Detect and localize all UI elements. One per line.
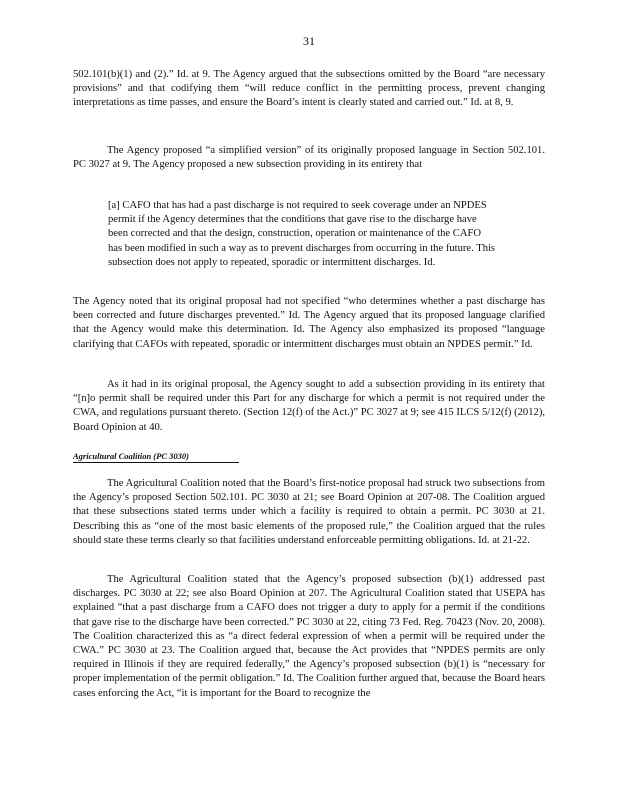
block-quote	[108, 199, 496, 270]
paragraph-text: The Agency proposed “a simplified version” of its originally proposed language in Section 502.101. PC 3027 at 9. The Agency proposed a new subsection providing in its entirety that	[73, 145, 545, 171]
page-number: 31	[303, 34, 315, 48]
paragraph-agency-noted	[73, 295, 545, 352]
paragraph-text: The Agricultural Coalition noted that the Board’s first-notice proposal had struck two subsections from the Agency’s proposed Section 502.101. PC 3030 at 21; see Board Opinion at 207-08. The Coalition argued that these subsections stated terms under which a facility is required to obtain a permit. PC 3030 at 21. Describing this as “one of the most basic elements of the proposed rule,” the Coalition argued that the rules should state these terms clearly so that facilities understand enforceable permitting obligations. Id. at 21-22.	[73, 478, 545, 546]
paragraph-text: The Agricultural Coalition stated that the Agency’s proposed subsection (b)(1) addressed past discharges. PC 3030 at 22; see also Board Opinion at 207. The Agricultural Coalition stated that USEPA has explained “that a past discharge from a CAFO does not trigger a duty to apply for a permit if the conditions that gave rise to the discharge have been corrected.” PC 3030 at 22, citing 73 Fed. Reg. 70423 (Nov. 20, 2008). The Coalition characterized this as “a direct federal expression of when a permit will be required under the CWA.” PC 3030 at 23. The Coalition argued that, because the Act provides that “NPDES permits are only required in Illinois if they are required federally,” the Agency’s proposed subsection (b)(1) is “necessary for proper implementation of the permit obligation.” Id. The Coalition further argued that, because the Board hears cases enforcing the Act, “it is important for the Board to recognize the	[73, 574, 545, 699]
paragraph-coalition-stated	[73, 573, 545, 701]
quote-text: [a] CAFO that has had a past discharge is not required to seek coverage under an NPDES permit if the Agency determines that the conditions that gave rise to the discharge have been corrected and that the design, construction, operation or maintenance of the CAFO has been modified in such a way as to prevent discharges from occurring in the future. This subsection does not apply to repeated, sporadic or intermittent discharges. Id.	[108, 200, 496, 268]
paragraph-agency-argument	[73, 68, 545, 111]
paragraph-text: 502.101(b)(1) and (2).” Id. at 9. The Agency argued that the subsections omitted by the Board “are necessary provisions” and that codifying them “will reduce conflict in the permitting process, prevent changing interpretations as time passes, and ensure the Board’s intent is clearly stated and carried out.” Id. at 8, 9.	[73, 69, 545, 109]
paragraph-agency-proposal	[73, 144, 545, 172]
paragraph-coalition-noted	[73, 477, 545, 548]
paragraph-text: As it had in its original proposal, the Agency sought to add a subsection providing in its entirety that “[n]o permit shall be required under this Part for any discharge for which a permit is not required under the CWA, and regulations pursuant thereto. (Section 12(f) of the Act.)” PC 3027 at 9; see 415 ILCS 5/12(f) (2012), Board Opinion at 40.	[73, 379, 545, 433]
section-heading: Agricultural Coalition (PC 3030)	[73, 451, 239, 463]
paragraph-text: The Agency noted that its original proposal had not specified “who determines whether a past discharge has been corrected and future discharges prevented.” Id. The Agency argued that its proposed language clarified that the Agency would make this determination. Id. The Agency also emphasized its proposed “language clarifying that CAFOs with repeated, sporadic or intermittent discharges must obtain an NPDES permit.” Id.	[73, 296, 545, 350]
paragraph-agency-subsection	[73, 378, 545, 435]
